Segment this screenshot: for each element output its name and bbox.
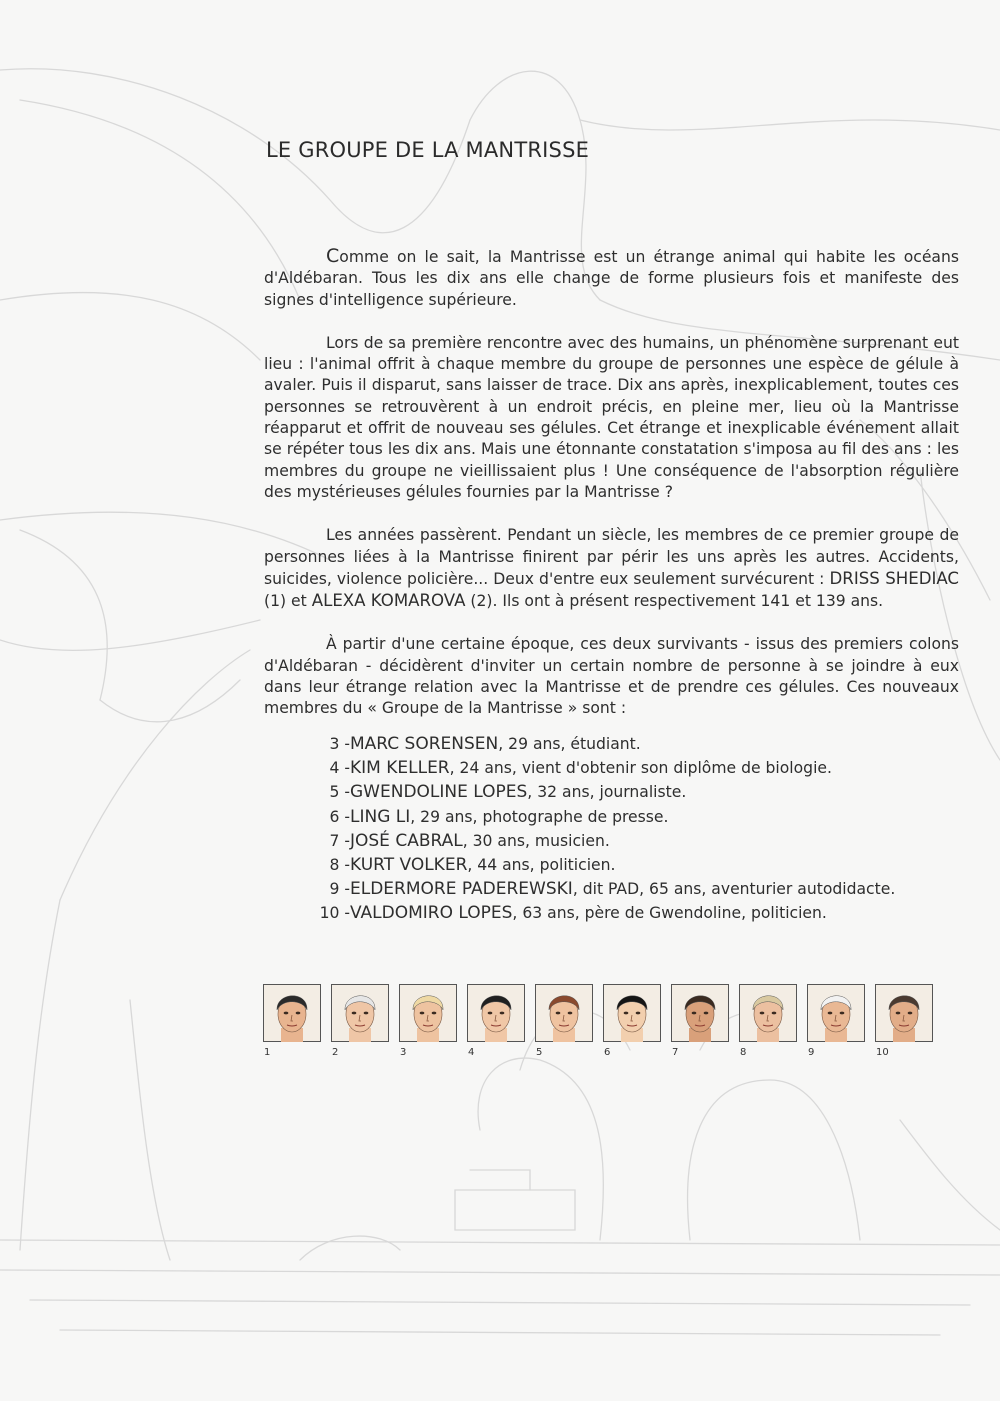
- member-description: , 32 ans, journaliste.: [527, 783, 687, 802]
- member-number: 10 -: [319, 904, 350, 923]
- paragraph-4: À partir d'une certaine époque, ces deux survivants - issus des premiers colons d'Aldébaran - décidèrent d'inviter un certain nombre de personne à se joindre à eux dans leur étrange relation avec la Mantrisse et de prendre ces gélules. Ces nouveaux membres du « Groupe de la Mantrisse » sont :: [264, 635, 959, 718]
- page-title: LE GROUPE DE LA MANTRISSE: [266, 138, 590, 162]
- member-description: , 63 ans, père de Gwendoline, politicien.: [512, 904, 827, 923]
- member-description: , 29 ans, étudiant.: [498, 735, 641, 753]
- paragraph-1: [264, 246, 959, 311]
- portrait-label: 10: [876, 1047, 889, 1058]
- portrait-1: [263, 984, 321, 1042]
- portrait-label: 2: [332, 1047, 339, 1058]
- portrait-10: [875, 984, 933, 1042]
- survivor-name-2: ALEXA KOMAROVA: [311, 591, 466, 611]
- intro-text: [264, 246, 959, 742]
- paragraph-3: [264, 525, 959, 612]
- portrait-7: [671, 984, 729, 1042]
- list-item: [312, 756, 972, 780]
- paragraph-3-text-b: et: [286, 592, 312, 611]
- list-item: [312, 877, 972, 901]
- drop-letter: C: [326, 245, 340, 267]
- member-name: GWENDOLINE LOPES: [350, 782, 528, 803]
- portrait-6: [603, 984, 661, 1042]
- member-number: 9 -: [329, 880, 350, 899]
- member-number: 6 -: [329, 807, 350, 826]
- member-name: ELDERMORE PADEREWSKI: [350, 879, 573, 900]
- member-description: , 29 ans, photographe de presse.: [410, 807, 669, 826]
- survivor-ref-1: (1): [264, 592, 287, 611]
- member-description: , 24 ans, vient d'obtenir son diplôme de biologie.: [449, 759, 832, 778]
- list-item: [312, 901, 972, 925]
- portrait-4: [467, 984, 525, 1042]
- member-number: 3 -: [329, 735, 350, 753]
- member-name: KURT VOLKER: [350, 855, 468, 876]
- member-name: KIM KELLER: [350, 758, 450, 779]
- portrait-label: 1: [264, 1047, 271, 1058]
- member-name: LING LI: [350, 806, 411, 827]
- portrait-label: 3: [400, 1047, 407, 1058]
- list-item: [312, 805, 972, 829]
- portrait-9: [807, 984, 865, 1042]
- paragraph-1-text: omme on le sait, la Mantrisse est un étrange animal qui habite les océans d'Aldébaran. Tous les dix ans elle change de forme plusieurs fois et manifeste des signes d'intelligence supérieure.: [264, 248, 959, 309]
- survivor-ref-2: (2): [465, 592, 493, 611]
- portrait-3: [399, 984, 457, 1042]
- member-name: MARC SORENSEN: [350, 734, 499, 754]
- member-description: , 44 ans, politicien.: [467, 856, 616, 875]
- portrait-label: 8: [740, 1047, 747, 1058]
- member-number: 7 -: [329, 831, 350, 850]
- portrait-label: 4: [468, 1047, 475, 1058]
- list-item: [312, 780, 972, 804]
- list-item: [312, 853, 972, 877]
- member-name: JOSÉ CABRAL: [350, 830, 463, 851]
- paragraph-3-text-c: . Ils ont à présent respectivement 141 et 139 ans.: [492, 592, 884, 611]
- portrait-2: [331, 984, 389, 1042]
- member-description: , 30 ans, musicien.: [462, 831, 610, 850]
- member-number: 4 -: [329, 759, 350, 778]
- survivor-name-1: DRISS SHEDIAC: [829, 568, 960, 588]
- portrait-label: 5: [536, 1047, 543, 1058]
- member-description: , dit PAD, 65 ans, aventurier autodidacte.: [572, 880, 896, 899]
- portrait-label: 9: [808, 1047, 815, 1058]
- portrait-label: 6: [604, 1047, 611, 1058]
- portrait-strip: [263, 984, 943, 1064]
- member-number: 8 -: [329, 856, 350, 875]
- list-item: [312, 829, 972, 853]
- portrait-5: [535, 984, 593, 1042]
- paragraph-3-text-a: Les années passèrent. Pendant un siècle, les membres de ce premier groupe de personnes liées à la Mantrisse finirent par périr les uns après les autres. Accidents, suicides, violence policière... Deux d'entre eux seulement survécurent :: [264, 526, 959, 588]
- member-name: VALDOMIRO LOPES: [350, 903, 513, 924]
- member-list: [312, 732, 972, 926]
- member-number: 5 -: [329, 783, 350, 802]
- paragraph-2: Lors de sa première rencontre avec des humains, un phénomène surprenant eut lieu : l'animal offrit à chaque membre du groupe de personnes une espèce de gélule à avaler. Puis il disparut, sans laisser de trace. Dix ans après, inexplicablement, toutes ces personnes se retrouvèrent à un endroit précis, en pleine mer, lieu où la Mantrisse réapparut et offrit de nouveau ses gélules. Cet étrange et inexplicable événement allait se répéter tous les dix ans. Mais une étonnante constatation s'imposa au fil des ans : les membres du groupe ne vieillissaient plus ! Une conséquence de l'absorption régulière des mystérieuses gélules fournies par la Mantrisse ?: [264, 333, 959, 501]
- list-item: [312, 732, 972, 756]
- portrait-label: 7: [672, 1047, 679, 1058]
- portrait-8: [739, 984, 797, 1042]
